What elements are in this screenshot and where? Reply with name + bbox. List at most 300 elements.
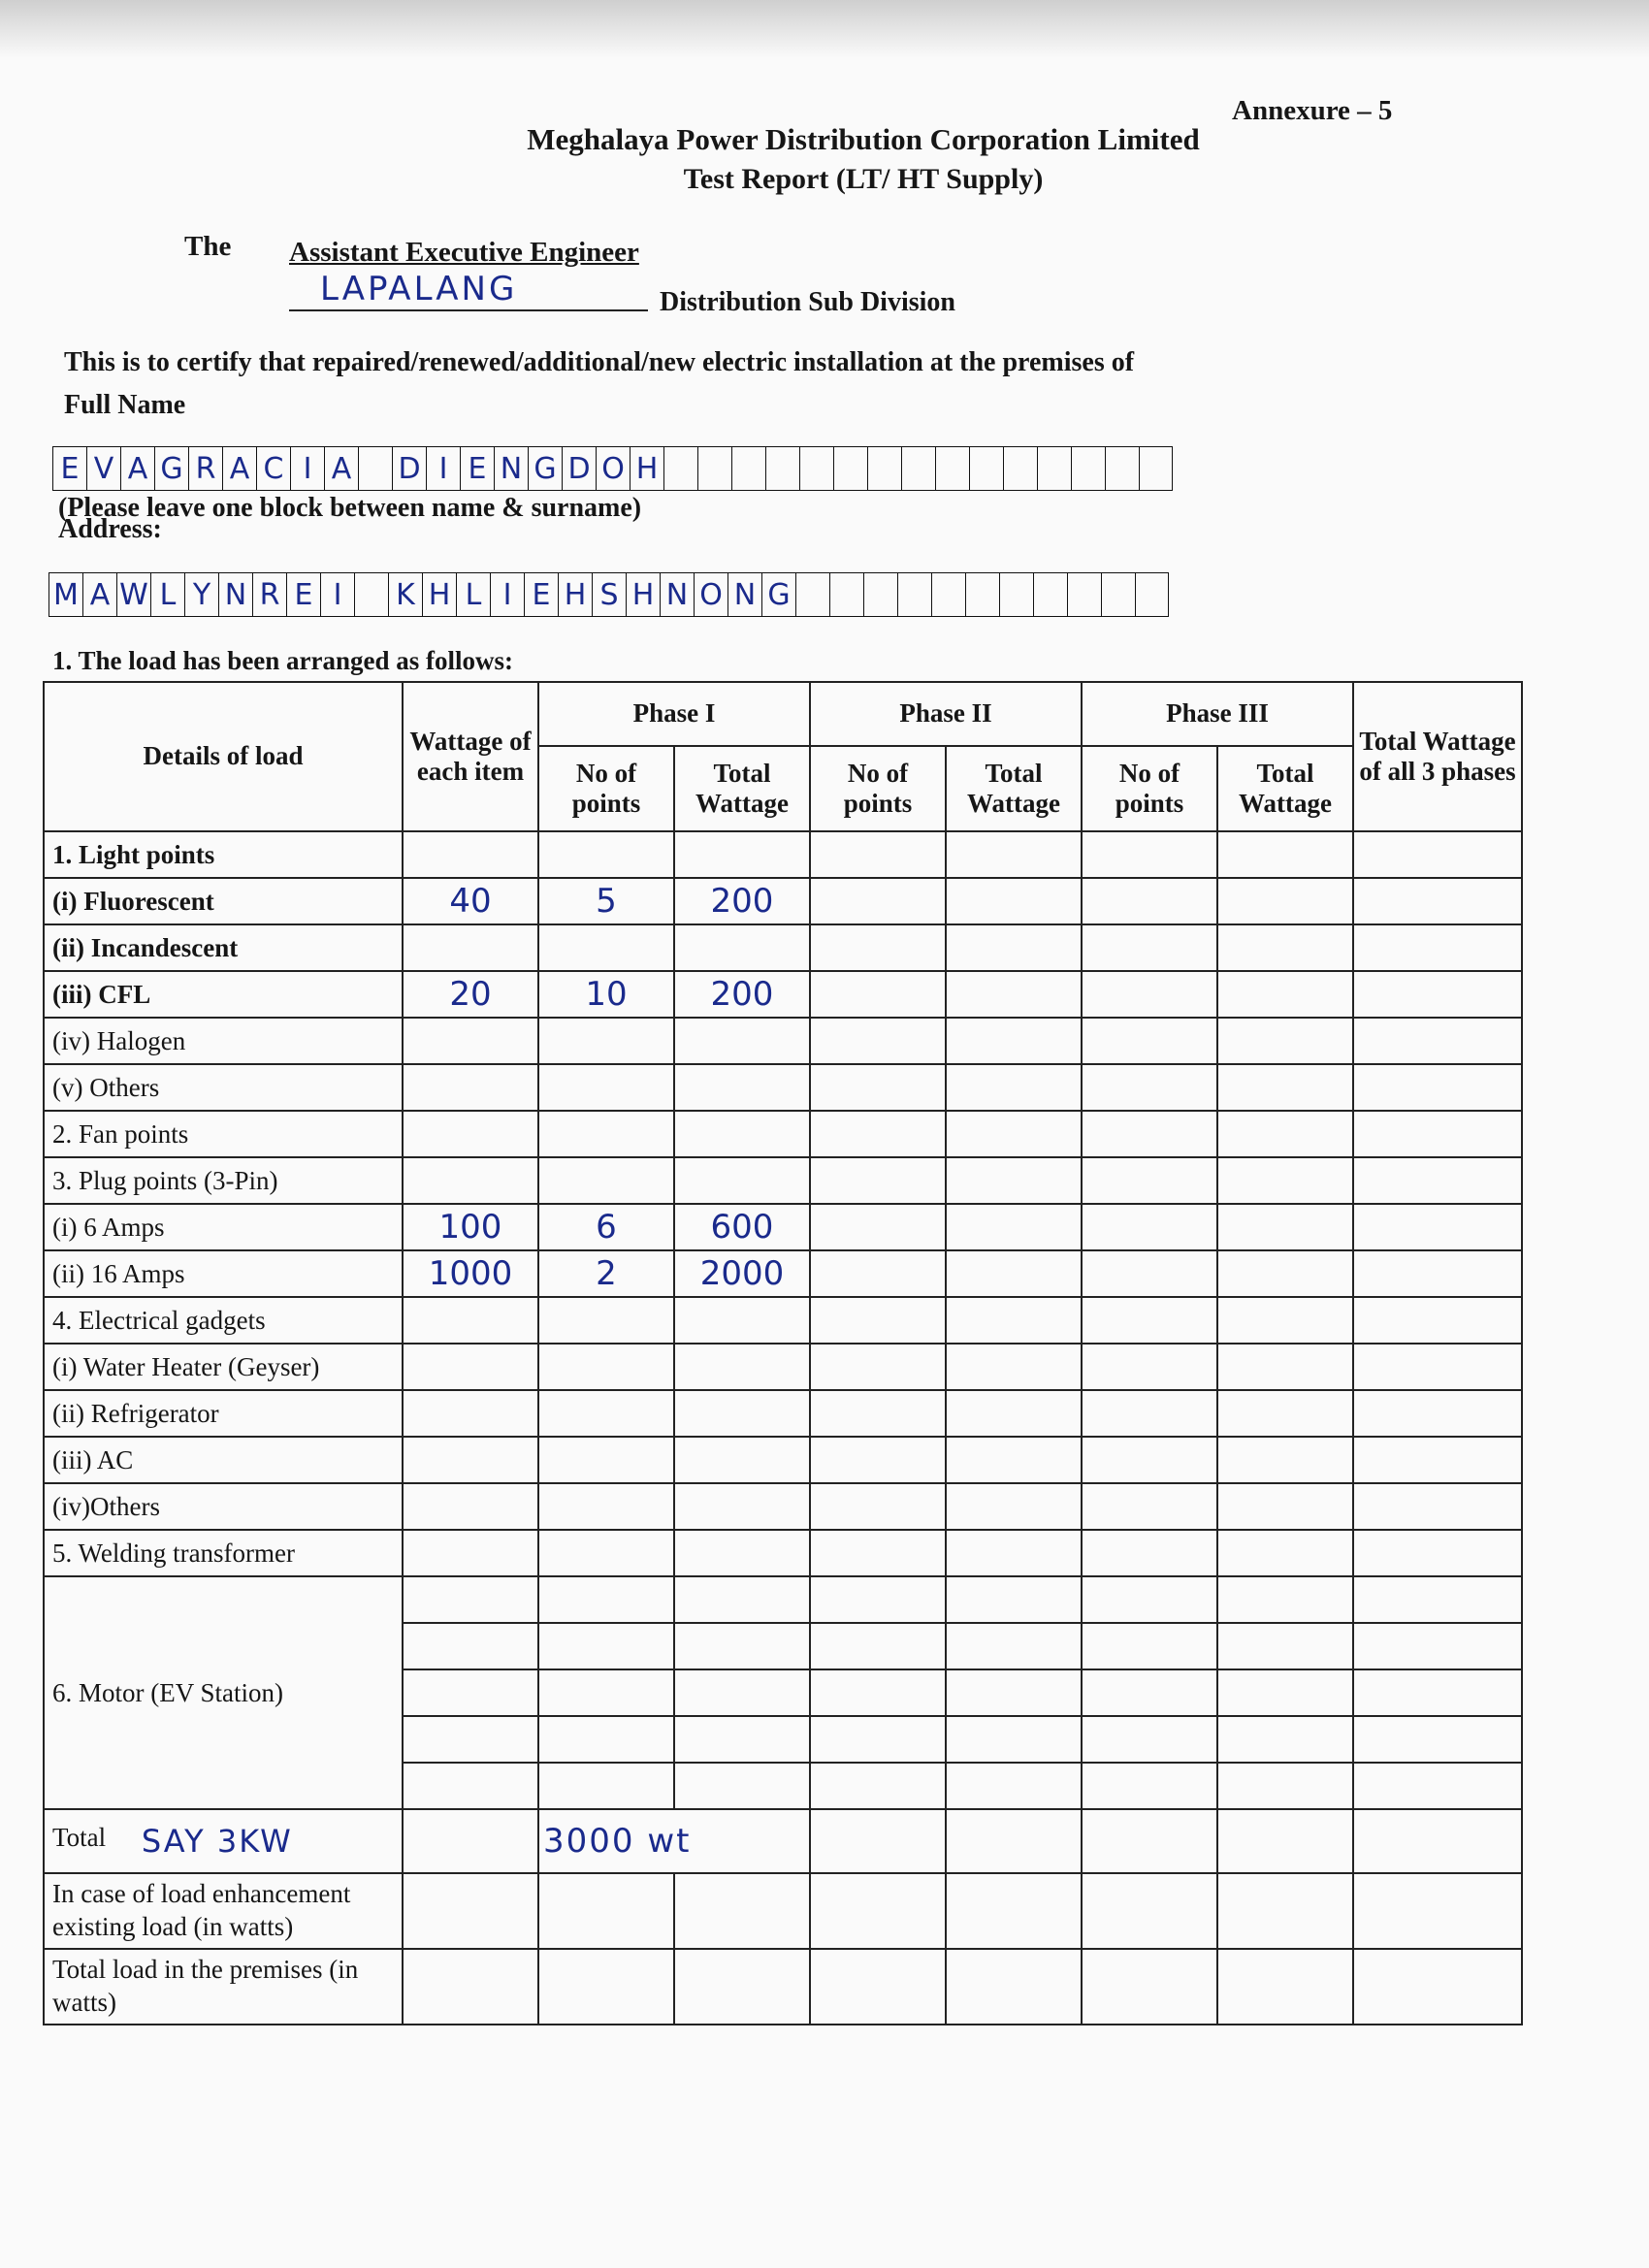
table-cell[interactable] [1217,831,1353,878]
total-label-text: Total [52,1823,107,1852]
address-box[interactable]: G [761,572,795,617]
wattage-cell[interactable]: 1000 [403,1250,538,1297]
table-cell[interactable] [538,1576,674,1623]
table-cell[interactable] [946,1390,1082,1437]
table-cell[interactable] [1353,1297,1522,1344]
phase1-points-cell[interactable] [538,924,674,971]
table-cell[interactable] [403,1873,538,1949]
address-box[interactable]: O [694,572,728,617]
table-cell[interactable] [1217,1204,1353,1250]
table-cell[interactable] [810,831,946,878]
table-cell[interactable] [946,1809,1082,1873]
phase1-points-cell[interactable] [538,1530,674,1576]
phase1-points-cell[interactable]: 6 [538,1204,674,1250]
address-box[interactable]: W [116,572,150,617]
table-cell[interactable] [403,1716,538,1763]
address-box[interactable]: H [558,572,592,617]
name-box[interactable]: E [460,446,494,491]
table-cell[interactable] [1082,1809,1217,1873]
phase1-points-cell[interactable] [538,1344,674,1390]
table-cell[interactable] [1217,1873,1353,1949]
table-cell[interactable] [1353,1669,1522,1716]
wattage-cell[interactable] [403,1390,538,1437]
address-box[interactable]: N [728,572,761,617]
table-cell[interactable] [538,1873,674,1949]
table-cell[interactable] [946,1949,1082,2025]
table-cell[interactable] [1353,1873,1522,1949]
table-cell[interactable] [810,1669,946,1716]
wattage-cell[interactable] [403,924,538,971]
phase1-total-cell[interactable] [674,1297,810,1344]
table-cell[interactable] [1353,831,1522,878]
table-cell[interactable] [1353,1250,1522,1297]
phase1-total-cell[interactable] [674,1483,810,1530]
table-cell[interactable] [1082,1763,1217,1809]
table-cell[interactable] [1353,1483,1522,1530]
load-table [43,681,1523,2025]
table-cell[interactable] [1217,1250,1353,1297]
address-box[interactable]: I [490,572,524,617]
table-cell[interactable] [946,1437,1082,1483]
header-phase2: Phase II [810,682,1082,746]
name-box[interactable]: I [290,446,324,491]
address-box[interactable] [1135,572,1169,617]
table-cell[interactable] [1353,1716,1522,1763]
name-box[interactable] [1003,446,1037,491]
table-cell[interactable] [538,1949,674,2025]
name-box[interactable] [867,446,901,491]
table-row [44,1157,1522,1204]
table-cell[interactable] [1082,1669,1217,1716]
address-box[interactable] [354,572,388,617]
phase1-points-cell[interactable] [538,1111,674,1157]
address-box[interactable]: K [388,572,422,617]
header-wattage: Wattage of each item [403,682,538,831]
address-box[interactable] [1101,572,1135,617]
row-label: (iii) CFL [44,971,403,1018]
table-cell[interactable] [946,1763,1082,1809]
name-box[interactable] [663,446,697,491]
table-cell[interactable] [1217,1297,1353,1344]
table-cell[interactable] [810,971,946,1018]
row-label: (ii) Refrigerator [44,1390,403,1437]
table-cell[interactable] [1217,1157,1353,1204]
table-cell[interactable] [1353,1530,1522,1576]
table-cell[interactable] [674,1716,810,1763]
table-cell[interactable] [1353,1437,1522,1483]
table-cell[interactable] [810,1716,946,1763]
table-cell[interactable] [1082,1949,1217,2025]
table-cell[interactable] [946,1669,1082,1716]
table-cell[interactable] [1353,924,1522,971]
table-cell[interactable] [1082,1437,1217,1483]
address-box[interactable]: R [252,572,286,617]
wattage-cell[interactable]: 20 [403,971,538,1018]
table-cell[interactable] [946,1530,1082,1576]
table-cell[interactable] [674,1763,810,1809]
table-cell[interactable] [1217,878,1353,924]
address-box[interactable] [931,572,965,617]
address-box[interactable] [999,572,1033,617]
phase1-points-cell[interactable] [538,1437,674,1483]
phase1-total-cell[interactable] [674,1530,810,1576]
table-cell[interactable] [538,1669,674,1716]
table-cell[interactable] [1353,1111,1522,1157]
table-cell[interactable] [1217,1716,1353,1763]
table-cell[interactable] [810,1873,946,1949]
table-cell[interactable] [403,1809,538,1873]
table-cell[interactable] [1217,1530,1353,1576]
table-cell[interactable] [946,1716,1082,1763]
table-cell[interactable] [946,831,1082,878]
table-cell[interactable] [810,1530,946,1576]
table-cell[interactable] [674,1873,810,1949]
phase1-total-cell[interactable] [674,1111,810,1157]
table-row [44,1530,1522,1576]
row-label: (i) Water Heater (Geyser) [44,1344,403,1390]
phase1-points-cell[interactable] [538,1390,674,1437]
address-box[interactable]: N [218,572,252,617]
table-cell[interactable] [1082,878,1217,924]
table-cell[interactable] [1353,1623,1522,1669]
table-cell[interactable] [1217,1576,1353,1623]
row-label: (i) 6 Amps [44,1204,403,1250]
table-cell[interactable] [810,924,946,971]
table-cell[interactable] [946,1064,1082,1111]
wattage-cell[interactable] [403,1437,538,1483]
address-box[interactable]: M [48,572,82,617]
table-cell[interactable] [1353,1809,1522,1873]
name-box[interactable]: G [154,446,188,491]
table-cell[interactable] [1217,1623,1353,1669]
table-cell[interactable] [1353,1204,1522,1250]
table-cell[interactable] [674,1623,810,1669]
name-box[interactable]: O [596,446,630,491]
table-cell[interactable] [1082,1157,1217,1204]
table-cell[interactable] [1082,1018,1217,1064]
table-cell[interactable] [810,878,946,924]
table-cell[interactable] [810,1437,946,1483]
table-cell[interactable] [1082,1111,1217,1157]
table-cell[interactable] [1082,831,1217,878]
table-cell[interactable] [1217,971,1353,1018]
address-box[interactable]: N [660,572,694,617]
address-boxes[interactable] [48,572,1169,619]
name-box[interactable]: R [188,446,222,491]
table-cell[interactable] [1353,1064,1522,1111]
table-cell[interactable] [946,1204,1082,1250]
table-row [44,1483,1522,1530]
address-box[interactable] [829,572,863,617]
phase1-total-cell[interactable]: 200 [674,878,810,924]
phase1-points-cell[interactable] [538,1064,674,1111]
name-box[interactable] [1139,446,1173,491]
table-cell[interactable] [403,1576,538,1623]
annexure-label: Annexure – 5 [1232,95,1393,126]
table-cell[interactable] [1082,971,1217,1018]
address-box[interactable]: S [592,572,626,617]
address-box[interactable]: Y [184,572,218,617]
total-handwritten[interactable]: SAY 3KW [141,1823,293,1860]
name-box[interactable] [799,446,833,491]
table-cell[interactable] [1217,1437,1353,1483]
address-box[interactable]: E [286,572,320,617]
table-cell[interactable] [1353,1344,1522,1390]
name-box[interactable]: A [120,446,154,491]
table-cell[interactable] [810,1809,946,1873]
table-cell[interactable] [946,971,1082,1018]
table-cell[interactable] [946,1111,1082,1157]
name-box[interactable] [358,446,392,491]
table-cell[interactable] [1217,1809,1353,1873]
address-box[interactable]: I [320,572,354,617]
name-box[interactable] [697,446,731,491]
table-cell[interactable] [1082,1873,1217,1949]
address-box[interactable]: H [422,572,456,617]
row-label: 4. Electrical gadgets [44,1297,403,1344]
wattage-cell[interactable] [403,1297,538,1344]
name-box[interactable] [833,446,867,491]
table-cell[interactable] [946,1873,1082,1949]
table-cell[interactable] [1217,1483,1353,1530]
total-load-row [44,1949,1522,2025]
table-row [44,1297,1522,1344]
address-box[interactable]: L [456,572,490,617]
header-total-all: Total Wattage of all 3 phases [1353,682,1522,831]
name-box[interactable]: N [494,446,528,491]
table-cell[interactable] [538,1763,674,1809]
phase1-total-cell[interactable] [674,1064,810,1111]
table-row [44,1018,1522,1064]
table-cell[interactable] [1082,1297,1217,1344]
table-cell[interactable] [1082,1530,1217,1576]
wattage-cell[interactable] [403,1064,538,1111]
wattage-cell[interactable] [403,1157,538,1204]
addressee-to: The [184,231,232,262]
table-cell[interactable] [1217,1390,1353,1437]
name-box[interactable] [901,446,935,491]
row-label: (ii) Incandescent [44,924,403,971]
table-cell[interactable] [810,1297,946,1344]
address-box[interactable] [1067,572,1101,617]
table-cell[interactable] [674,1949,810,2025]
table-cell[interactable] [810,1949,946,2025]
name-box[interactable]: G [528,446,562,491]
name-box[interactable]: A [222,446,256,491]
name-box[interactable]: H [630,446,663,491]
table-cell[interactable] [1082,924,1217,971]
wattage-cell[interactable] [403,1530,538,1576]
phase1-total-cell[interactable] [674,831,810,878]
load-intro: 1. The load has been arranged as follows: [52,646,514,675]
phase1-total-cell[interactable] [674,1157,810,1204]
table-cell[interactable] [946,1576,1082,1623]
table-cell[interactable] [946,1297,1082,1344]
table-cell[interactable] [946,1623,1082,1669]
header-p3-total: Total Wattage [1217,746,1353,831]
table-cell[interactable] [1353,1018,1522,1064]
address-box[interactable] [1033,572,1067,617]
name-box[interactable] [765,446,799,491]
table-cell[interactable] [1082,1390,1217,1437]
table-cell[interactable] [1082,1716,1217,1763]
row-label: (v) Others [44,1064,403,1111]
table-cell[interactable] [1353,1157,1522,1204]
phase1-points-cell[interactable] [538,1157,674,1204]
table-cell[interactable] [1217,1344,1353,1390]
address-box[interactable] [965,572,999,617]
name-box[interactable] [731,446,765,491]
table-cell[interactable] [1353,878,1522,924]
wattage-cell[interactable] [403,1018,538,1064]
name-box[interactable] [935,446,969,491]
table-cell[interactable] [1082,1623,1217,1669]
name-box[interactable] [969,446,1003,491]
table-cell[interactable] [1082,1204,1217,1250]
name-box[interactable] [1071,446,1105,491]
full-name-label: Full Name [64,390,186,420]
office-handwritten-field[interactable]: LAPALANG [320,270,518,308]
phase1-total-cell[interactable] [674,924,810,971]
table-row [44,1437,1522,1483]
table-cell[interactable] [810,1576,946,1623]
phase1-points-cell[interactable]: 10 [538,971,674,1018]
name-box[interactable]: E [52,446,86,491]
full-name-boxes[interactable] [52,446,1173,493]
total-label [44,1809,403,1873]
wattage-cell[interactable]: 40 [403,878,538,924]
table-cell[interactable] [810,1344,946,1390]
table-cell[interactable] [946,1483,1082,1530]
table-cell[interactable] [1353,1949,1522,2025]
phase1-points-cell[interactable] [538,1297,674,1344]
phase1-points-cell[interactable] [538,831,674,878]
row-label: 2. Fan points [44,1111,403,1157]
load-table-body [44,831,1522,2025]
table-cell[interactable] [810,1250,946,1297]
table-cell[interactable] [810,1064,946,1111]
table-cell[interactable] [810,1390,946,1437]
table-cell[interactable] [1082,1483,1217,1530]
name-box[interactable]: A [324,446,358,491]
table-row [44,924,1522,971]
table-cell[interactable] [403,1623,538,1669]
table-cell[interactable] [1353,971,1522,1018]
table-cell[interactable] [946,1250,1082,1297]
table-cell[interactable] [538,1716,674,1763]
table-row [44,831,1522,878]
table-cell[interactable] [403,1669,538,1716]
table-cell[interactable] [1217,1669,1353,1716]
name-box[interactable]: I [426,446,460,491]
table-row [44,1250,1522,1297]
table-cell[interactable] [1217,1018,1353,1064]
name-box[interactable]: D [562,446,596,491]
table-cell[interactable] [810,1623,946,1669]
table-cell[interactable] [403,1949,538,2025]
name-box[interactable] [1037,446,1071,491]
table-cell[interactable] [1353,1390,1522,1437]
address-box[interactable]: A [82,572,116,617]
table-cell[interactable] [1082,1344,1217,1390]
wattage-cell[interactable]: 100 [403,1204,538,1250]
office-suffix: Distribution Sub Division [660,287,955,317]
table-cell[interactable] [1353,1763,1522,1809]
table-cell[interactable] [1353,1576,1522,1623]
table-cell[interactable] [946,1157,1082,1204]
address-box[interactable]: E [524,572,558,617]
header-p3-points: No of points [1082,746,1217,831]
table-cell[interactable] [810,1204,946,1250]
total-phase1-handwritten[interactable]: 3000 wt [538,1809,810,1873]
table-cell[interactable] [946,1344,1082,1390]
wattage-cell[interactable] [403,831,538,878]
table-cell[interactable] [674,1669,810,1716]
wattage-cell[interactable] [403,1111,538,1157]
table-cell[interactable] [674,1576,810,1623]
address-box[interactable] [795,572,829,617]
name-box[interactable]: C [256,446,290,491]
phase1-total-cell[interactable] [674,1390,810,1437]
table-cell[interactable] [1217,924,1353,971]
address-box[interactable] [863,572,897,617]
wattage-cell[interactable] [403,1344,538,1390]
name-box[interactable] [1105,446,1139,491]
table-cell[interactable] [810,1763,946,1809]
table-cell[interactable] [1082,1576,1217,1623]
phase1-total-cell[interactable]: 2000 [674,1250,810,1297]
phase1-total-cell[interactable]: 200 [674,971,810,1018]
phase1-points-cell[interactable]: 5 [538,878,674,924]
table-cell[interactable] [1217,1763,1353,1809]
header-phase1: Phase I [538,682,810,746]
table-cell[interactable] [1217,1949,1353,2025]
phase1-points-cell[interactable]: 2 [538,1250,674,1297]
phase1-points-cell[interactable] [538,1483,674,1530]
name-box[interactable]: V [86,446,120,491]
phase1-total-cell[interactable]: 600 [674,1204,810,1250]
row-label: (iii) AC [44,1437,403,1483]
header-details: Details of load [44,682,403,831]
table-cell[interactable] [946,878,1082,924]
table-cell[interactable] [1217,1111,1353,1157]
table-cell[interactable] [810,1483,946,1530]
motor-subrow [44,1576,1522,1623]
table-cell[interactable] [1082,1064,1217,1111]
table-cell[interactable] [810,1157,946,1204]
wattage-cell[interactable] [403,1483,538,1530]
phase1-total-cell[interactable] [674,1018,810,1064]
scan-shadow [0,0,1649,58]
table-cell[interactable] [403,1763,538,1809]
address-box[interactable]: H [626,572,660,617]
table-row [44,971,1522,1018]
table-cell[interactable] [1217,1064,1353,1111]
phase1-points-cell[interactable] [538,1018,674,1064]
table-cell[interactable] [946,924,1082,971]
table-cell[interactable] [810,1018,946,1064]
table-cell[interactable] [810,1111,946,1157]
phase1-total-cell[interactable] [674,1344,810,1390]
phase1-total-cell[interactable] [674,1437,810,1483]
header-p1-total: Total Wattage [674,746,810,831]
table-cell[interactable] [538,1623,674,1669]
name-box[interactable]: D [392,446,426,491]
address-box[interactable]: L [150,572,184,617]
address-box[interactable] [897,572,931,617]
table-cell[interactable] [1082,1250,1217,1297]
table-cell[interactable] [946,1018,1082,1064]
